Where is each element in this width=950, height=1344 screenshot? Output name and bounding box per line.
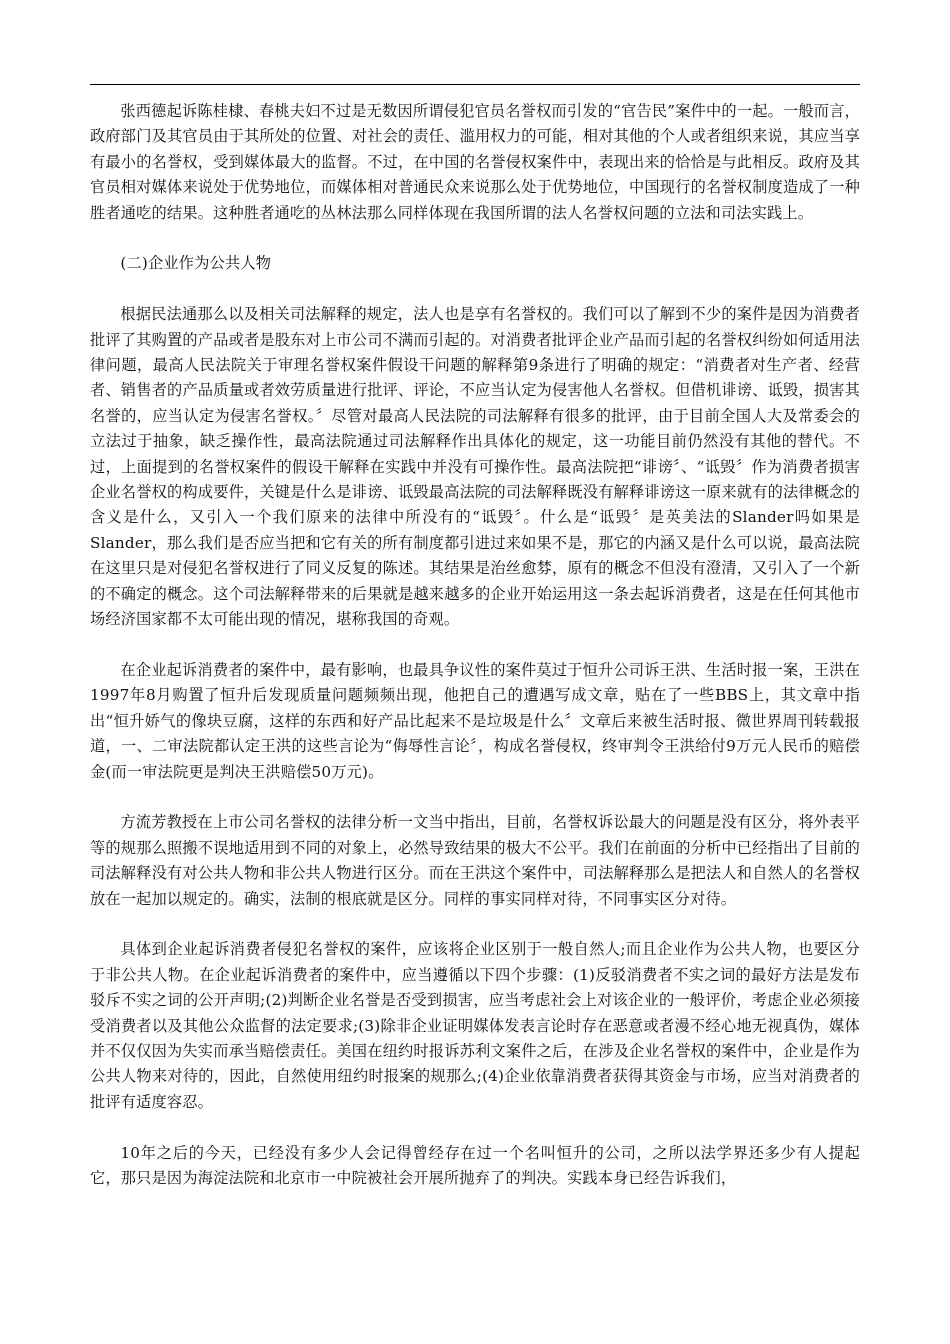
paragraph-1: 张西德起诉陈桂棣、春桃夫妇不过是无数因所谓侵犯官员名誉权而引发的“官告民”案件中的一起。一般而言，政府部门及其官员由于其所处的位置、对社会的责任、滥用权力的可能，相对其他的个人或者组织来说，其应当享有最小的名誉权，受到媒体最大的监督。不过，在中国的名誉侵权案件中，表现出来的恰恰是与此相反。政府及其官员相对媒体来说处于优势地位，而媒体相对普通民众来说那么处于优势地位，中国现行的名誉权制度造成了一种胜者通吃的结果。这种胜者通吃的丛林法那么同样体现在我国所谓的法人名誉权问题的立法和司法实践上。	[90, 102, 860, 222]
header-rule	[90, 84, 860, 85]
paragraph-2: 根据民法通那么以及相关司法解释的规定，法人也是享有名誉权的。我们可以了解到不少的案件是因为消费者批评了其购置的产品或者是股东对上市公司不满而引起的。对消费者批评企业产品而引起的名誉权纠纷如何适用法律问题，最高人民法院关于审理名誉权案件假设干问题的解释第9条进行了明确的规定：“消费者对生产者、经营者、销售者的产品质量或者效劳质量进行批评、评论，不应当认定为侵害他人名誉权。但借机诽谤、诋毁，损害其名誉的，应当认定为侵害名誉权。〞尽管对最高人民法院的司法解释有很多的批评，由于目前全国人大及常委会的立法过于抽象，缺乏操作性，最高法院通过司法解释作出具体化的规定，这一功能目前仍然没有其他的替代。不过，上面提到的名誉权案件的假设干解释在实践中并没有可操作性。最高法院把“诽谤〞、“诋毁〞作为消费者损害企业名誉权的构成要件，关键是什么是诽谤、诋毁最高法院的司法解释既没有解释诽谤这一原来就有的法律概念的含义是什么，又引入一个我们原来的法律中所没有的“诋毁〞。什么是“诋毁〞是英美法的Slander吗如果是Slander，那么我们是否应当把和它有关的所有制度都引进过来如果不是，那它的内涵又是什么可以说，最高法院在这里只是对侵犯名誉权进行了同义反复的陈述。其结果是治丝愈棼，原有的概念不但没有澄清，又引入了一个新的不确定的概念。这个司法解释带来的后果就是越来越多的企业开始运用这一条去起诉消费者，这是在任何其他市场经济国家都不太可能出现的情况，堪称我国的奇观。	[90, 305, 860, 629]
paragraph-3: 在企业起诉消费者的案件中，最有影响，也最具争议性的案件莫过于恒升公司诉王洪、生活时报一案，王洪在1997年8月购置了恒升后发现质量问题频频出现，他把自己的遭遇写成文章，贴在了一些BBS上，其文章中指出“恒升娇气的像块豆腐，这样的东西和好产品比起来不是垃圾是什么〞文章后来被生活时报、微世界周刊转载报道，一、二审法院都认定王洪的这些言论为“侮辱性言论〞，构成名誉侵权，终审判令王洪给付9万元人民币的赔偿金(而一审法院更是判决王洪赔偿50万元)。	[90, 660, 860, 781]
paragraph-6: 10年之后的今天，已经没有多少人会记得曾经存在过一个名叫恒升的公司，之所以法学界还多少有人提起它，那只是因为海淀法院和北京市一中院被社会开展所抛弃了的判决。实践本身已经告诉我们，	[90, 1143, 860, 1187]
section-heading: (二)企业作为公共人物	[120, 254, 272, 273]
paragraph-5: 具体到企业起诉消费者侵犯名誉权的案件，应该将企业区别于一般自然人;而且企业作为公共人物，也要区分于非公共人物。在企业起诉消费者的案件中，应当遵循以下四个步骤：(1)反驳消费者不实之词的最好方法是发布驳斥不实之词的公开声明;(2)判断企业名誉是否受到损害，应当考虑社会上对该企业的一般评价，考虑企业必须接受消费者以及其他公众监督的法定要求;(3)除非企业证明媒体发表言论时存在恶意或者漫不经心地无视真伪，媒体并不仅仅因为失实而承当赔偿责任。美国在纽约时报诉苏利文案件之后，在涉及企业名誉权的案件中，企业是作为公共人物来对待的，因此，自然使用纽约时报案的规那么;(4)企业依靠消费者获得其资金与市场，应当对消费者的批评有适度容忍。	[90, 940, 860, 1111]
paragraph-4: 方流芳教授在上市公司名誉权的法律分析一文当中指出，目前，名誉权诉讼最大的问题是没有区分，将外表平等的规那么照搬不误地适用到不同的对象上，必然导致结果的极大不公平。我们在前面的分析中已经指出了目前的司法解释没有对公共人物和非公共人物进行区分。而在王洪这个案件中，司法解释那么是把法人和自然人的名誉权放在一起加以规定的。确实，法制的根底就是区分。同样的事实同样对待，不同事实区分对待。	[90, 813, 860, 908]
document-body	[90, 99, 860, 1217]
